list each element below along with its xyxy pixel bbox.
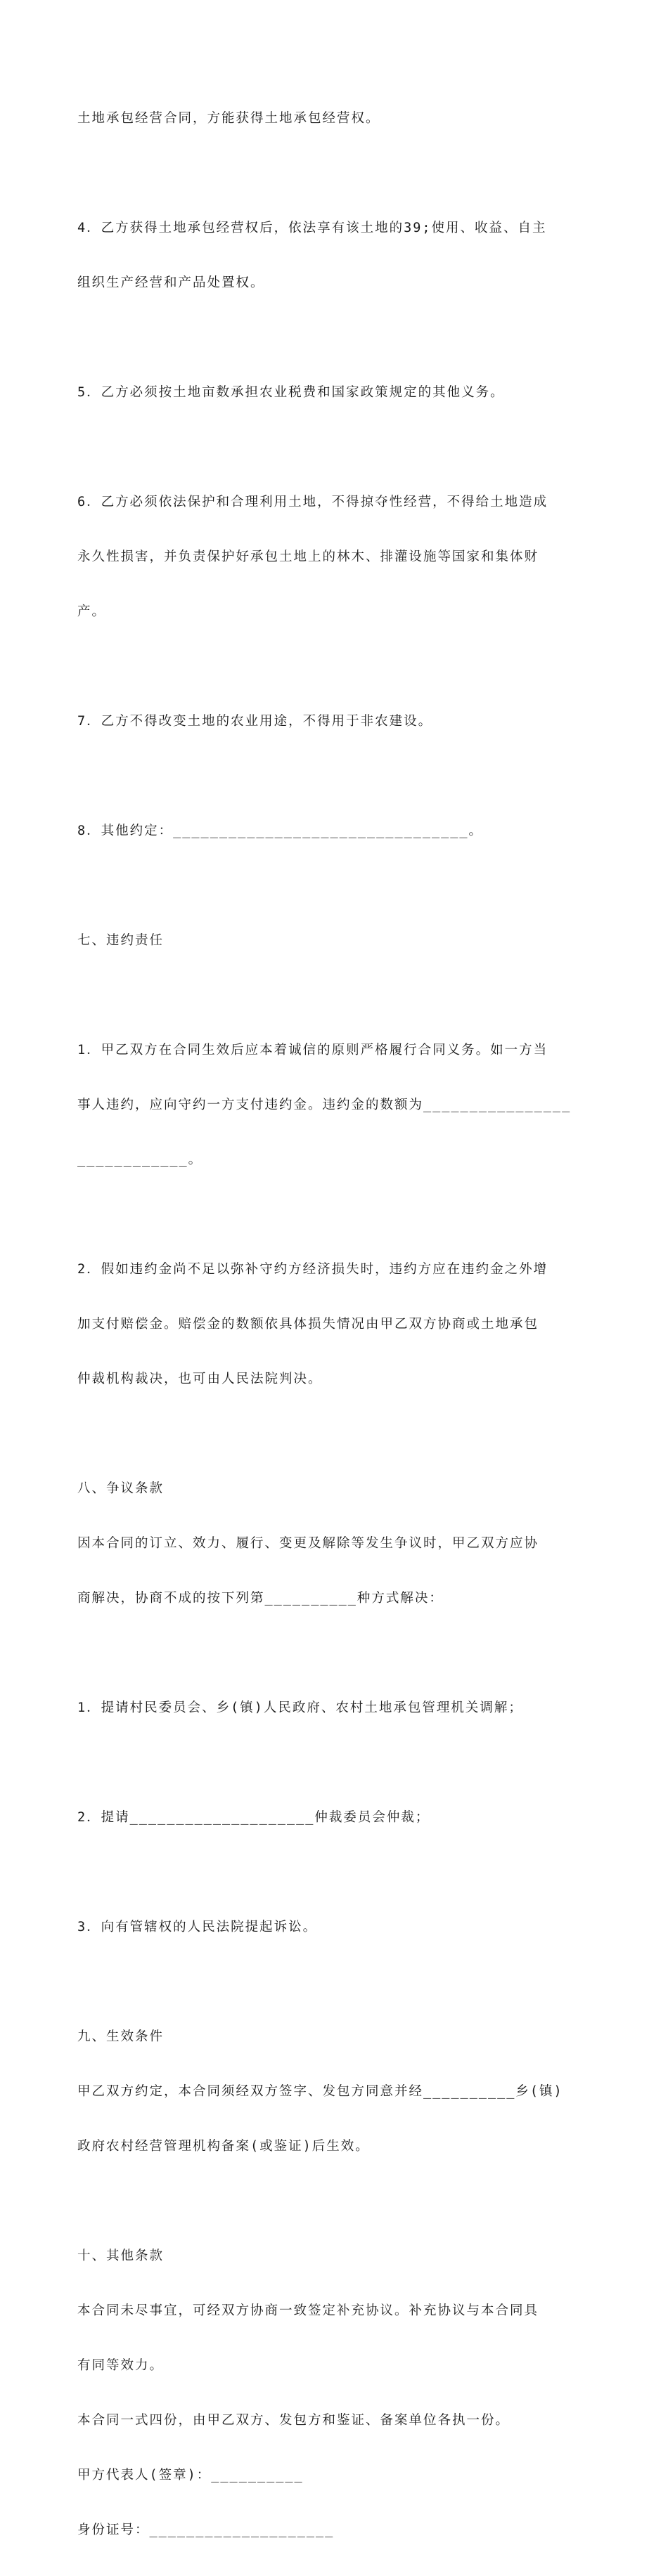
section-title: 十、其他条款 [77,2249,165,2263]
text-line: 加支付赔偿金。赔偿金的数额依具体损失情况由甲乙双方协商或土地承包 [77,1317,539,1332]
text-line: 因本合同的订立、效力、履行、变更及解除等发生争议时，甲乙双方应协 [77,1536,539,1551]
clause-6 [77,457,598,658]
text-line: 仲裁机构裁决，也可由人民法院判决。 [77,1372,323,1386]
paragraph-intro [77,73,598,164]
text-line: 3．向有管辖权的人民法院提起诉讼。 [77,1920,318,1934]
clause-7 [77,676,598,767]
text-line: 8．其他约定：________________________________。 [77,824,484,838]
text-line: 5．乙方必须按土地亩数承担农业税费和国家政策规定的其他义务。 [77,385,505,400]
text-line: 产。 [77,604,107,619]
dispute-option-3 [77,1882,598,1973]
section-other [77,2211,598,2576]
text-line: 4．乙方获得土地承包经营权后，依法享有该土地的39;使用、收益、自主 [77,221,547,235]
text-line: 永久性损害，并负责保护好承包土地上的林木、排灌设施等国家和集体财 [77,549,539,564]
text-line: 甲乙双方约定，本合同须经双方签字、发包方同意并经__________乡(镇) [77,2084,563,2099]
text-line: 本合同未尽事宜，可经双方协商一致签定补充协议。补充协议与本合同具 [77,2303,539,2318]
text-line: 7．乙方不得改变土地的农业用途，不得用于非农建设。 [77,714,433,729]
text-line: 政府农村经营管理机构备案(或鉴证)后生效。 [77,2139,370,2154]
dispute-option-1 [77,1663,598,1754]
section-title: 七、违约责任 [77,933,165,948]
text-line: ____________。 [77,1152,203,1167]
text-line: 1．提请村民委员会、乡(镇)人民政府、农村土地承包管理机关调解； [77,1700,523,1715]
section-title: 九、生效条件 [77,2029,165,2044]
text-line: 2．提请____________________仲裁委员会仲裁； [77,1810,430,1825]
text-line: 1．甲乙双方在合同生效后应本着诚信的原则严格履行合同义务。如一方当 [77,1043,548,1058]
id-number-line: 身份证号：____________________ [77,2523,335,2537]
dispute-option-2 [77,1772,598,1863]
text-line: 事人违约，应向守约一方支付违约金。违约金的数额为________________ [77,1098,572,1112]
signature-line: 甲方代表人(签章)：__________ [77,2468,304,2483]
text-line: 6．乙方必须依法保护和合理利用土地，不得掠夺性经营，不得给土地造成 [77,495,548,509]
clause-5 [77,347,598,438]
document-page [77,73,598,2576]
section-heading-breach [77,895,598,987]
section-effective [77,1991,598,2192]
section-dispute [77,1443,598,1644]
text-line: 本合同一式四份，由甲乙双方、发包方和鉴证、备案单位各执一份。 [77,2413,510,2428]
clause-4 [77,183,598,329]
breach-clause-2 [77,1224,598,1425]
clause-8 [77,786,598,877]
section-title: 八、争议条款 [77,1481,165,1496]
text-line: 组织生产经营和产品处置权。 [77,275,265,290]
text-line: 2．假如违约金尚不足以弥补守约方经济损失时，违约方应在违约金之外增 [77,1262,548,1277]
text-line: 有同等效力。 [77,2358,165,2373]
text-line: 土地承包经营合同，方能获得土地承包经营权。 [77,111,380,126]
breach-clause-1 [77,1005,598,1206]
text-line: 商解决，协商不成的按下列第__________种方式解决： [77,1591,444,1606]
